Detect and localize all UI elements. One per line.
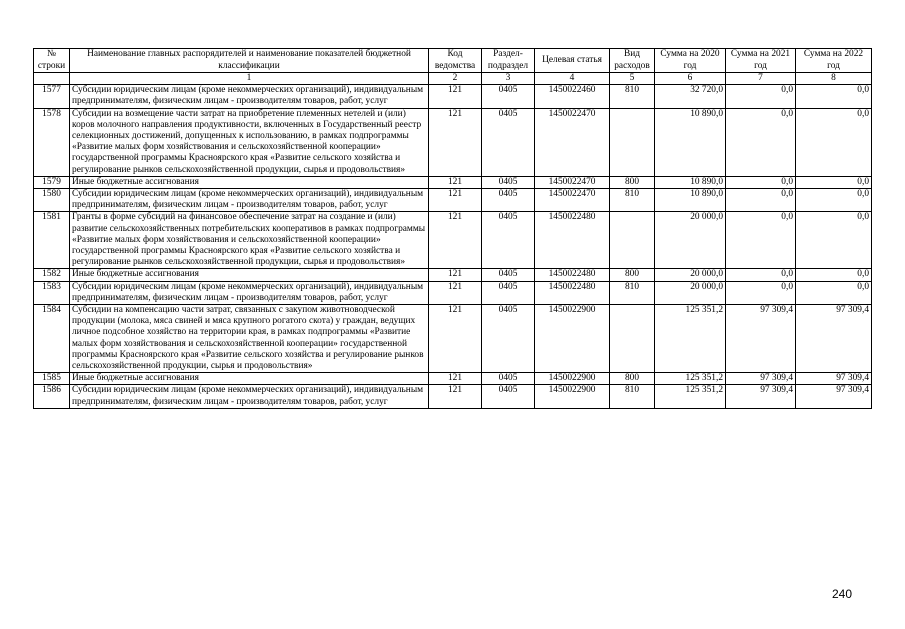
row-name: Гранты в форме субсидий на финансовое обеспечение затрат на создание и (или) развитие сельскохозяйственных потребительских кооперативов в рамках подпрограммы «Развитие малых форм хозяйствования и сельскохозяйственной кооперации» государственной программы Красноярского края «Развитие сельского хозяйства и регулирование рынков сельскохозяйственной продукции, сырья и продовольствия»: [70, 212, 429, 269]
row-section: 0405: [482, 85, 535, 108]
row-code: 121: [429, 212, 482, 269]
column-number: 3: [482, 73, 535, 85]
row-sum-2021: 97 309,4: [726, 373, 796, 385]
row-target: 1450022900: [535, 385, 610, 408]
row-sum-2021: 0,0: [726, 212, 796, 269]
row-sum-2022: 0,0: [796, 108, 872, 176]
row-sum-2020: 125 351,2: [655, 305, 726, 373]
header-num: № строки: [34, 49, 70, 73]
row-sum-2022: 0,0: [796, 269, 872, 281]
row-target: 1450022480: [535, 212, 610, 269]
row-number: 1578: [34, 108, 70, 176]
row-code: 121: [429, 373, 482, 385]
row-code: 121: [429, 108, 482, 176]
row-sum-2021: 0,0: [726, 281, 796, 304]
row-sum-2020: 32 720,0: [655, 85, 726, 108]
column-number: 6: [655, 73, 726, 85]
header-target: Целевая статья: [535, 49, 610, 73]
row-sum-2020: 10 890,0: [655, 108, 726, 176]
column-number: 8: [796, 73, 872, 85]
row-target: 1450022460: [535, 85, 610, 108]
row-sum-2021: 0,0: [726, 189, 796, 212]
table-row: [34, 85, 872, 108]
row-type: [610, 305, 655, 373]
row-code: 121: [429, 176, 482, 188]
row-number: 1585: [34, 373, 70, 385]
row-number: 1584: [34, 305, 70, 373]
row-code: 121: [429, 269, 482, 281]
row-section: 0405: [482, 108, 535, 176]
row-section: 0405: [482, 385, 535, 408]
row-target: 1450022480: [535, 281, 610, 304]
row-sum-2022: 0,0: [796, 85, 872, 108]
row-type: [610, 108, 655, 176]
row-sum-2022: 97 309,4: [796, 305, 872, 373]
row-sum-2020: 20 000,0: [655, 212, 726, 269]
row-number: 1579: [34, 176, 70, 188]
row-section: 0405: [482, 373, 535, 385]
column-number: 7: [726, 73, 796, 85]
row-sum-2021: 0,0: [726, 85, 796, 108]
row-type: 810: [610, 281, 655, 304]
row-section: 0405: [482, 189, 535, 212]
row-name: Субсидии юридическим лицам (кроме некоммерческих организаций), индивидуальным предпринимателям, физическим лицам - производителям товаров, работ, услуг: [70, 281, 429, 304]
row-code: 121: [429, 385, 482, 408]
row-sum-2021: 0,0: [726, 176, 796, 188]
row-sum-2020: 125 351,2: [655, 373, 726, 385]
row-section: 0405: [482, 305, 535, 373]
row-name: Иные бюджетные ассигнования: [70, 269, 429, 281]
table-row: [34, 176, 872, 188]
row-sum-2022: 0,0: [796, 176, 872, 188]
header-sum-2021: Сумма на 2021 год: [726, 49, 796, 73]
column-number-row: [34, 73, 872, 85]
row-name: Субсидии юридическим лицам (кроме некоммерческих организаций), индивидуальным предпринимателям, физическим лицам - производителям товаров, работ, услуг: [70, 85, 429, 108]
table-row: [34, 281, 872, 304]
table-row: [34, 189, 872, 212]
row-code: 121: [429, 189, 482, 212]
row-sum-2021: 0,0: [726, 269, 796, 281]
table-row: [34, 212, 872, 269]
row-code: 121: [429, 281, 482, 304]
row-number: 1577: [34, 85, 70, 108]
table-row: [34, 269, 872, 281]
row-name: Субсидии юридическим лицам (кроме некоммерческих организаций), индивидуальным предпринимателям, физическим лицам - производителям товаров, работ, услуг: [70, 385, 429, 408]
header-name: Наименование главных распорядителей и наименование показателей бюджетной классификации: [70, 49, 429, 73]
row-name: Иные бюджетные ассигнования: [70, 373, 429, 385]
row-code: 121: [429, 85, 482, 108]
row-sum-2020: 20 000,0: [655, 269, 726, 281]
row-sum-2020: 10 890,0: [655, 189, 726, 212]
table-row: [34, 305, 872, 373]
row-code: 121: [429, 305, 482, 373]
row-name: Субсидии юридическим лицам (кроме некоммерческих организаций), индивидуальным предпринимателям, физическим лицам - производителям товаров, работ, услуг: [70, 189, 429, 212]
row-sum-2022: 0,0: [796, 212, 872, 269]
header-sum-2022: Сумма на 2022 год: [796, 49, 872, 73]
row-sum-2021: 0,0: [726, 108, 796, 176]
row-sum-2022: 0,0: [796, 189, 872, 212]
row-name: Субсидии на компенсацию части затрат, связанных с закупом животноводческой продукции (молока, мяса свиней и мяса крупного рогатого скота) у граждан, ведущих личное подсобное хозяйство на территории края, в рамках подпрограммы «Развитие малых форм хозяйствования и сельскохозяйственной кооперации» государственной программы Красноярского края «Развитие сельского хозяйства и регулирование рынков сельскохозяйственной продукции, сырья и продовольствия»: [70, 305, 429, 373]
table-row: [34, 373, 872, 385]
row-sum-2021: 97 309,4: [726, 305, 796, 373]
row-target: 1450022470: [535, 108, 610, 176]
row-type: 800: [610, 176, 655, 188]
header-row: [34, 49, 872, 73]
row-type: 810: [610, 85, 655, 108]
row-target: 1450022480: [535, 269, 610, 281]
row-type: 800: [610, 373, 655, 385]
page-number: 240: [832, 587, 853, 601]
header-code: Код ведомства: [429, 49, 482, 73]
row-number: 1586: [34, 385, 70, 408]
header-type: Вид расходов: [610, 49, 655, 73]
row-sum-2022: 97 309,4: [796, 373, 872, 385]
row-sum-2022: 97 309,4: [796, 385, 872, 408]
column-number: 4: [535, 73, 610, 85]
row-target: 1450022470: [535, 176, 610, 188]
header-section: Раздел- подраздел: [482, 49, 535, 73]
row-target: 1450022900: [535, 373, 610, 385]
row-target: 1450022470: [535, 189, 610, 212]
row-type: 810: [610, 189, 655, 212]
row-sum-2021: 97 309,4: [726, 385, 796, 408]
row-section: 0405: [482, 176, 535, 188]
row-sum-2020: 10 890,0: [655, 176, 726, 188]
table-row: [34, 108, 872, 176]
table-row: [34, 385, 872, 408]
row-type: 800: [610, 269, 655, 281]
row-name: Субсидии на возмещение части затрат на приобретение племенных нетелей и (или) коров молочного направления продуктивности, включенных в Государственный реестр селекционных достижений, допущенных к использованию, в рамках подпрограммы «Развитие малых форм хозяйствования и сельскохозяйственной кооперации» государственной программы Красноярского края «Развитие сельского хозяйства и регулирование рынков сельскохозяйственной продукции, сырья и продовольствия»: [70, 108, 429, 176]
row-sum-2020: 20 000,0: [655, 281, 726, 304]
column-number: [34, 73, 70, 85]
column-number: 1: [70, 73, 429, 85]
row-number: 1583: [34, 281, 70, 304]
row-number: 1580: [34, 189, 70, 212]
row-sum-2020: 125 351,2: [655, 385, 726, 408]
row-name: Иные бюджетные ассигнования: [70, 176, 429, 188]
row-section: 0405: [482, 212, 535, 269]
column-number: 5: [610, 73, 655, 85]
row-target: 1450022900: [535, 305, 610, 373]
row-type: [610, 212, 655, 269]
budget-table: [33, 48, 872, 409]
header-sum-2020: Сумма на 2020 год: [655, 49, 726, 73]
row-section: 0405: [482, 281, 535, 304]
row-number: 1582: [34, 269, 70, 281]
row-type: 810: [610, 385, 655, 408]
row-number: 1581: [34, 212, 70, 269]
row-sum-2022: 0,0: [796, 281, 872, 304]
column-number: 2: [429, 73, 482, 85]
row-section: 0405: [482, 269, 535, 281]
